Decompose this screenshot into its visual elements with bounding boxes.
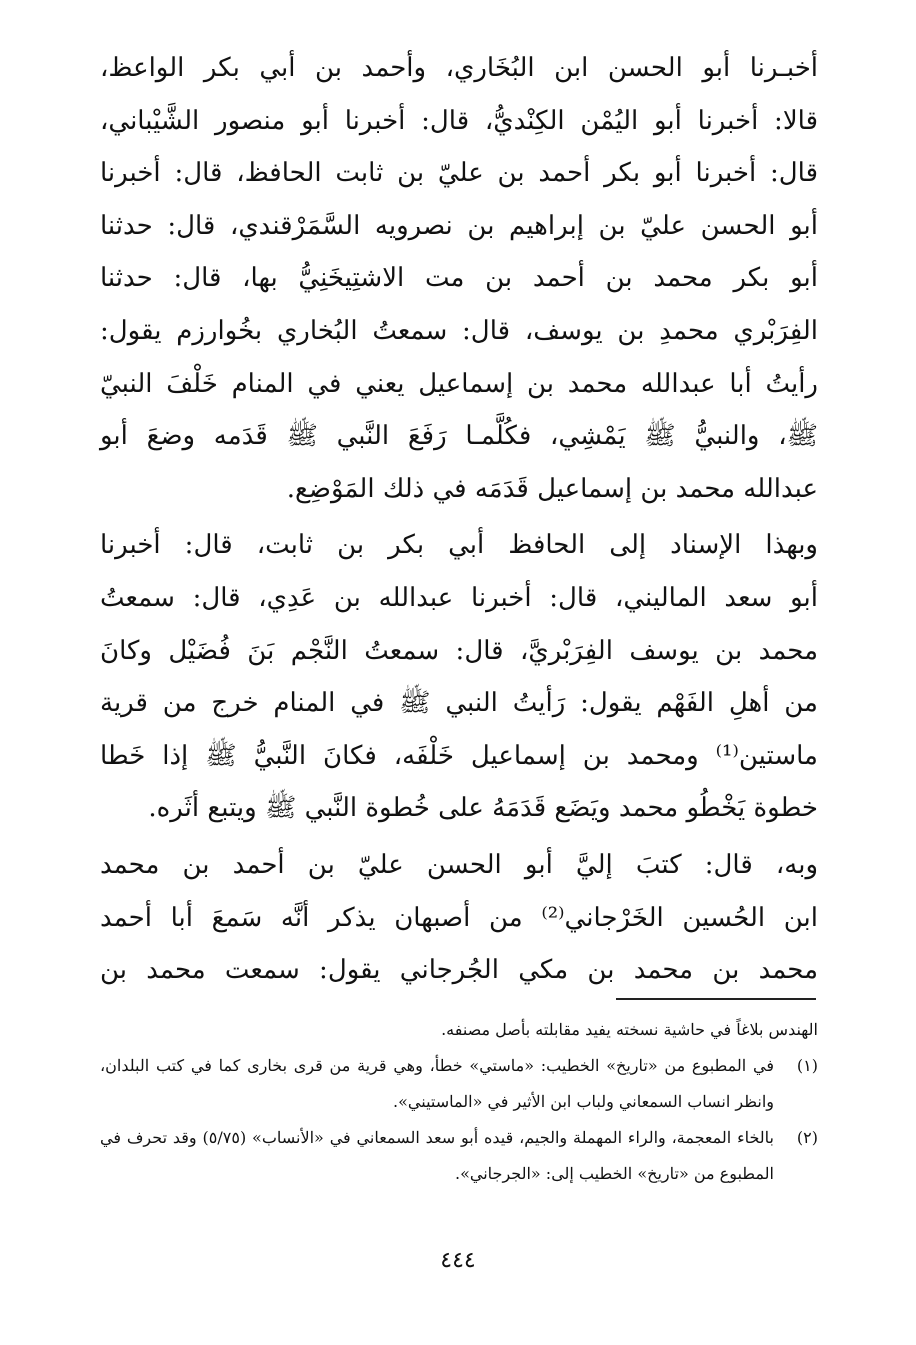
text-line: ابن الحُسين الخَرْجاني⁽²⁾ من أصبهان يذكر أنَّه سَمعَ أبا أحمد: [100, 902, 818, 933]
text-line: رأيتُ أبا عبدالله محمد بن إسماعيل يعني في المنام خَلْفَ النبيّ: [100, 368, 818, 399]
footnote-separator: [616, 998, 816, 1000]
text-line: أبو الحسن عليّ بن إبراهيم بن نصرويه السَّمَرْقندي، قال: حدثنا: [100, 210, 818, 241]
footnote-text: بالخاء المعجمة، والراء المهملة والجيم، قيده أبو سعد السمعاني في «الأنساب» (٥/٧٥) وقد تحرف في المطبوع من «تاريخ» الخطيب إلى: «الجرجاني».: [100, 1128, 775, 1183]
paragraph-1: [100, 42, 818, 515]
paragraph-2: [100, 519, 818, 835]
footnote-continuation: الهندس بلاغاً في حاشية نسخته يفيد مقابلته بأصل مصنفه.: [441, 1020, 818, 1039]
text-line: محمد بن محمد بن مكي الجُرجاني يقول: سمعت محمد بن: [100, 955, 818, 986]
footnote-number: (٢): [796, 1128, 818, 1147]
text-line: قال: أخبرنا أبو بكر أحمد بن عليّ بن ثابت الحافظ، قال: أخبرنا: [100, 158, 818, 189]
text-line: من أهلِ الفَهْم يقول: رَأيتُ النبي ﷺ في المنام خرج من قرية: [100, 688, 818, 719]
text-line: أبو بكر محمد بن أحمد بن مت الاشتِيخَنِيُّ بها، قال: حدثنا: [100, 263, 818, 294]
footnote-number: (١): [796, 1056, 818, 1075]
main-text: [100, 42, 818, 997]
text-line: أبو سعد الماليني، قال: أخبرنا عبدالله بن عَدِي، قال: سمعتُ: [100, 582, 818, 613]
text-line: عبدالله محمد بن إسماعيل قَدَمَه في ذلك المَوْضِع.: [286, 473, 818, 504]
text-line: محمد بن يوسف الفِرَبْريَّ، قال: سمعتُ النَّجْم بَنَ فُضَيْل وكانَ: [100, 635, 818, 666]
text-line: وبه، قال: كتبَ إليَّ أبو الحسن عليّ بن أحمد بن محمد: [100, 849, 819, 880]
footnote-item: [100, 1120, 818, 1192]
text-line: خطوة يَخْطُو محمد ويَضَع قَدَمَهُ على خُطوة النَّبي ﷺ ويتبع أثَره.: [148, 793, 818, 824]
paragraph-3: [100, 839, 818, 997]
text-line: ماستين⁽¹⁾ ومحمد بن إسماعيل خَلْفَه، فكانَ النَّبيُّ ﷺ إذا خَطا: [100, 740, 818, 771]
text-line: ﷺ، والنبيُّ ﷺ يَمْشِي، فكُلَّمـا رَفَعَ النَّبي ﷺ قَدَمه وضعَ أبو: [100, 421, 818, 452]
text-line: الفِرَبْري محمدِ بن يوسف، قال: سمعتُ البُخاري بخُوارزم يقول:: [100, 315, 818, 346]
text-line: وبهذا الإسناد إلى الحافظ أبي بكر بن ثابت، قال: أخبرنا: [100, 530, 818, 561]
footnotes: [100, 1012, 818, 1192]
footnote-text: في المطبوع من «تاريخ» الخطيب: «ماستي» خطأ، وهي قرية من قرى بخارى كما في كتب البلدان، وانظر انساب السمعاني ولباب ابن الأثير في «الماستيني».: [100, 1056, 774, 1111]
footnote-item: [100, 1048, 818, 1120]
text-line: أخبـرنا أبو الحسن ابن البُخَاري، وأحمد بن أبي بكر الواعظ،: [100, 53, 818, 83]
page-number: ٤٤٤: [440, 1248, 476, 1273]
text-line: قالا: أخبرنا أبو اليُمْن الكِنْديُّ، قال: أخبرنا أبو منصور الشَّيْباني،: [100, 105, 818, 136]
